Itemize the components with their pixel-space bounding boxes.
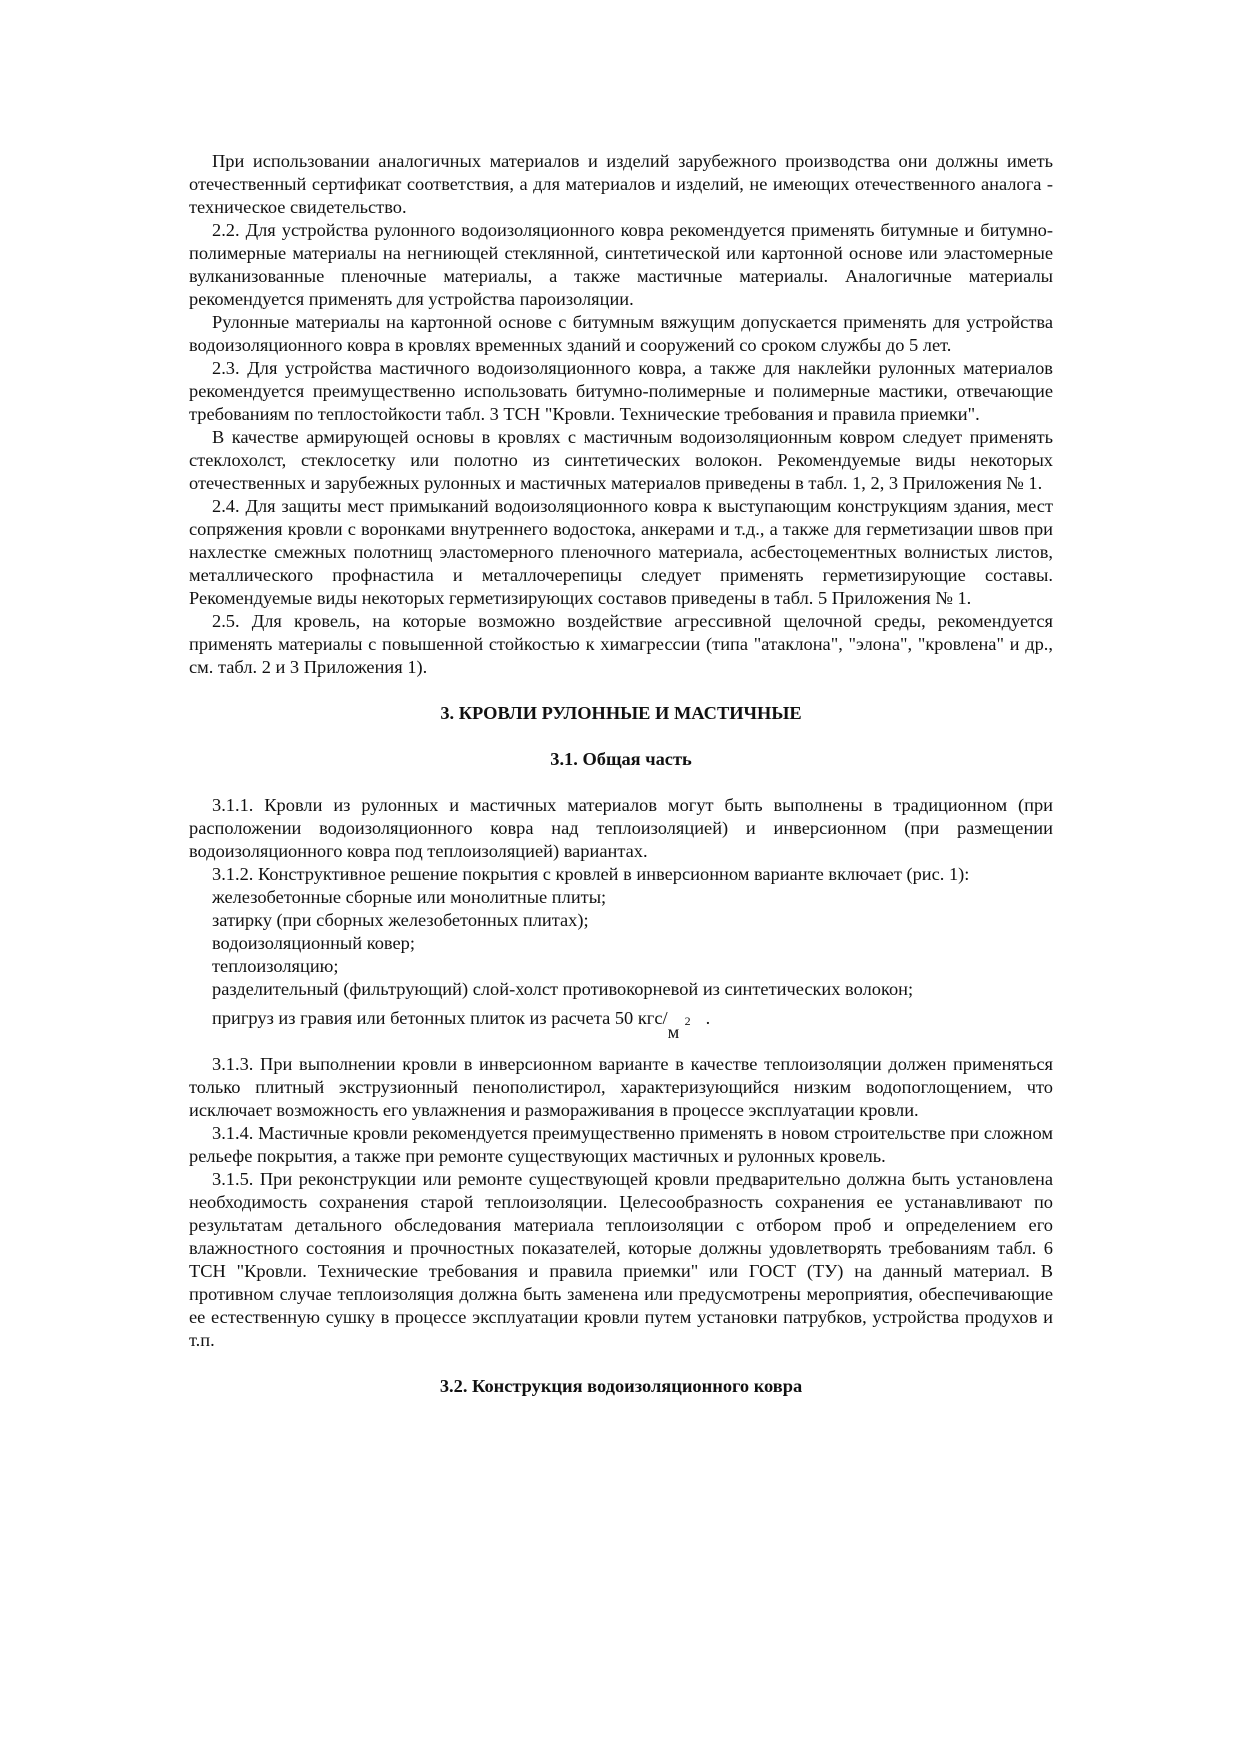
unit-symbol: м: [667, 1022, 680, 1042]
paragraph: 3.1.4. Мастичные кровли рекомендуется преимущественно применять в новом строительстве при сложном рельефе покрытия, а также при ремонте существующих мастичных и рулонных кровель.: [189, 1123, 1053, 1166]
paragraph: 3.1.1. Кровли из рулонных и мастичных материалов могут быть выполнены в традиционном (при расположении водоизоляционного ковра над теплоизоляцией) и инверсионном (при размещении водоизоляционного ковра под теплоизоляцией) вариантах.: [189, 795, 1053, 861]
list-item-end: .: [705, 1008, 711, 1028]
paragraph: 2.3. Для устройства мастичного водоизоляционного ковра, а также для наклейки рулонных материалов рекомендуется преимущественно использовать битумно-полимерные и полимерные мастики, отвечающие требованиям по теплостойкости табл. 3 ТСН "Кровли. Технические требования и правила приемки".: [189, 358, 1053, 424]
list-item: разделительный (фильтрующий) слой-холст противокорневой из синтетических волокон;: [212, 979, 914, 999]
paragraph: 2.5. Для кровель, на которые возможно воздействие агрессивной щелочной среды, рекомендуется применять материалы с повышенной стойкостью к химагрессии (типа "атаклона", "элона", "кровлена" и др., см. табл. 2 и 3 Приложения 1).: [189, 611, 1053, 677]
paragraph: 2.2. Для устройства рулонного водоизоляционного ковра рекомендуется применять битумные и битумно-полимерные материалы на негниющей стеклянной, синтетической или картонной основе или эластомерные вулканизованные пленочные материалы, а также мастичные материалы. Аналогичные материалы рекомендуется применять для устройства пароизоляции.: [189, 220, 1053, 309]
section-3-heading: 3. КРОВЛИ РУЛОННЫЕ И МАСТИЧНЫЕ: [440, 703, 802, 723]
unit-exponent: 2: [684, 1014, 691, 1028]
list-item-last: [212, 1001, 1053, 1042]
paragraph: 3.1.5. При реконструкции или ремонте существующей кровли предварительно должна быть установлена необходимость сохранения старой теплоизоляции. Целесообразность сохранения ее устанавливают по результатам детального обследования материала теплоизоляции с отбором проб и определением его влажностного состояния и прочностных показателей, которые должны удовлетворять требованиям табл. 6 ТСН "Кровли. Технические требования и правила приемки" или ГОСТ (ТУ) на данный материал. В противном случае теплоизоляция должна быть заменена или предусмотрены мероприятия, обеспечивающие ее естественную сушку в процессе эксплуатации кровли путем установки патрубков, устройства продухов и т.п.: [189, 1169, 1053, 1350]
unit-square-meter: [667, 1001, 706, 1042]
paragraph: Рулонные материалы на картонной основе с битумным вяжущим допускается применять для устройства водоизоляционного ковра в кровлях временных зданий и сооружений со сроком службы до 5 лет.: [189, 312, 1053, 355]
paragraph: В качестве армирующей основы в кровлях с мастичным водоизоляционным ковром следует применять стеклохолст, стеклосетку или полотно из синтетических волокон. Рекомендуемые виды некоторых отечественных и зарубежных рулонных и мастичных материалов приведены в табл. 1, 2, 3 Приложения № 1.: [189, 427, 1053, 493]
paragraph: 2.4. Для защиты мест примыканий водоизоляционного ковра к выступающим конструкциям здания, мест сопряжения кровли с воронками внутреннего водостока, анкерами и т.д., а также для герметизации швов при нахлестке смежных полотнищ эластомерного пленочного материала, асбестоцементных волнистых листов, металлического профнастила и металлочерепицы следует применять герметизирующие составы. Рекомендуемые виды некоторых герметизирующих составов приведены в табл. 5 Приложения № 1.: [189, 496, 1053, 608]
document-page: [189, 150, 1053, 1421]
list-item: теплоизоляцию;: [212, 956, 339, 976]
list-item: водоизоляционный ковер;: [212, 933, 415, 953]
paragraph: 3.1.2. Конструктивное решение покрытия с кровлей в инверсионном варианте включает (рис. 1):: [212, 864, 970, 884]
list-item-text: пригруз из гравия или бетонных плиток из расчета 50 кгс/: [212, 1008, 668, 1028]
section-3-1-heading: 3.1. Общая часть: [550, 749, 692, 769]
paragraph: 3.1.3. При выполнении кровли в инверсионном варианте в качестве теплоизоляции должен применяться только плитный экструзионный пенополистирол, характеризующийся низким водопоглощением, что исключает возможность его увлажнения и размораживания в процессе эксплуатации кровли.: [189, 1054, 1053, 1120]
paragraph: При использовании аналогичных материалов и изделий зарубежного производства они должны иметь отечественный сертификат соответствия, а для материалов и изделий, не имеющих отечественного аналога - техническое свидетельство.: [189, 151, 1053, 217]
section-3-2-heading: 3.2. Конструкция водоизоляционного ковра: [439, 1376, 803, 1396]
list-item: затирку (при сборных железобетонных плитах);: [212, 910, 589, 930]
spacer: [189, 1030, 1053, 1053]
list-item: железобетонные сборные или монолитные плиты;: [212, 887, 607, 907]
